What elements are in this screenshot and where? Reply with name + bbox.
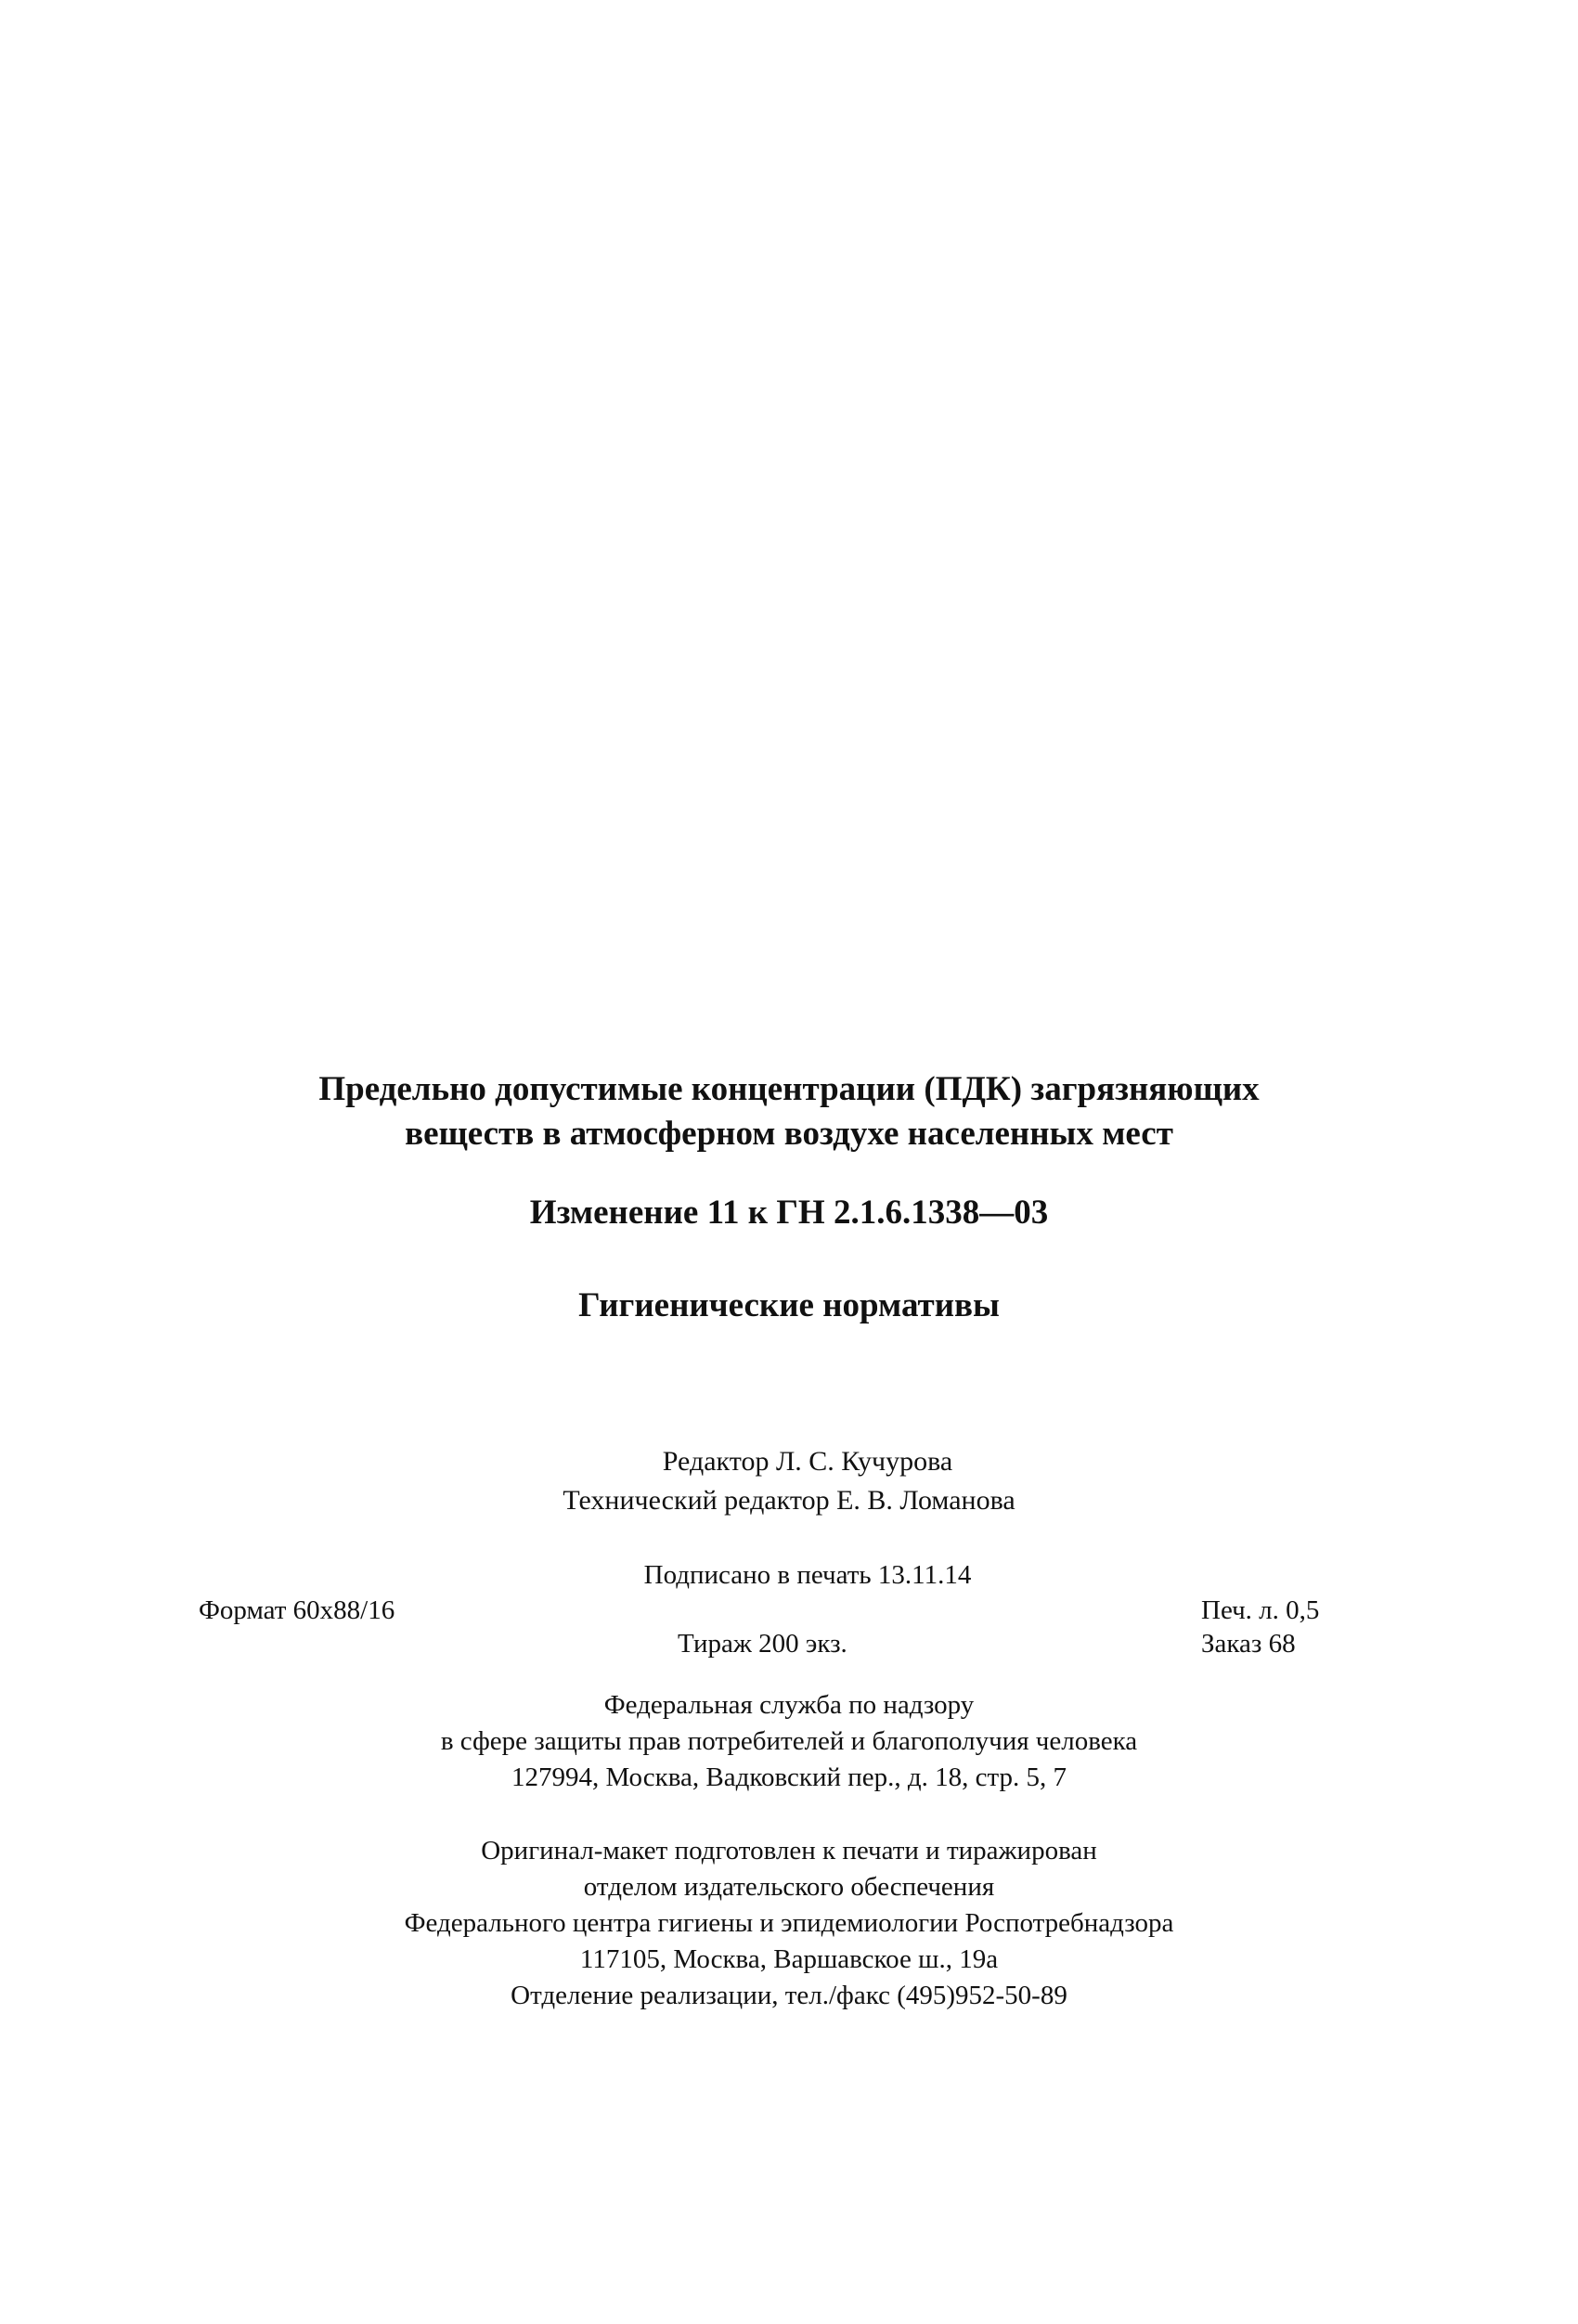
signed-for-print: Подписано в печать 13.11.14 — [643, 1560, 972, 1590]
publisher-line-3: Федерального центра гигиены и эпидемиологии Роспотребнадзора — [404, 1908, 1174, 1938]
sales-contact: Отделение реализации, тел./факс (495)952-50-89 — [511, 1981, 1067, 2010]
publisher-line-1: Оригинал-макет подготовлен к печати и тиражирован — [481, 1836, 1097, 1866]
agency-line-2: в сфере защиты прав потребителей и благополучия человека — [440, 1726, 1138, 1756]
agency-line-1: Федеральная служба по надзору — [603, 1690, 975, 1720]
publisher-line-2: отделом издательского обеспечения — [583, 1872, 995, 1902]
paper-format: Формат 60х88/16 — [199, 1595, 395, 1625]
publisher-address: 117105, Москва, Варшавское ш., 19а — [579, 1944, 999, 1974]
circulation: Тираж 200 экз. — [678, 1629, 847, 1659]
title-line-1: Предельно допустимые концентрации (ПДК) загрязняющих — [318, 1070, 1260, 1108]
publisher-block — [0, 1833, 1578, 2014]
change-number: Изменение 11 к ГН 2.1.6.1338—03 — [529, 1194, 1049, 1232]
title-line-2: веществ в атмосферном воздухе населенных мест — [405, 1115, 1173, 1153]
document-type: Гигиенические нормативы — [578, 1286, 1000, 1324]
editors-block — [0, 1442, 1578, 1520]
agency-block — [0, 1687, 1578, 1796]
tech-editor-line: Технический редактор Е. В. Ломанова — [563, 1485, 1015, 1516]
editor-line: Редактор Л. С. Кучурова — [662, 1446, 953, 1477]
agency-address: 127994, Москва, Вадковский пер., д. 18, стр. 5, 7 — [511, 1762, 1067, 1792]
order-number: Заказ 68 — [1201, 1629, 1296, 1659]
document-title — [0, 1067, 1578, 1156]
print-sheets: Печ. л. 0,5 — [1201, 1595, 1320, 1625]
